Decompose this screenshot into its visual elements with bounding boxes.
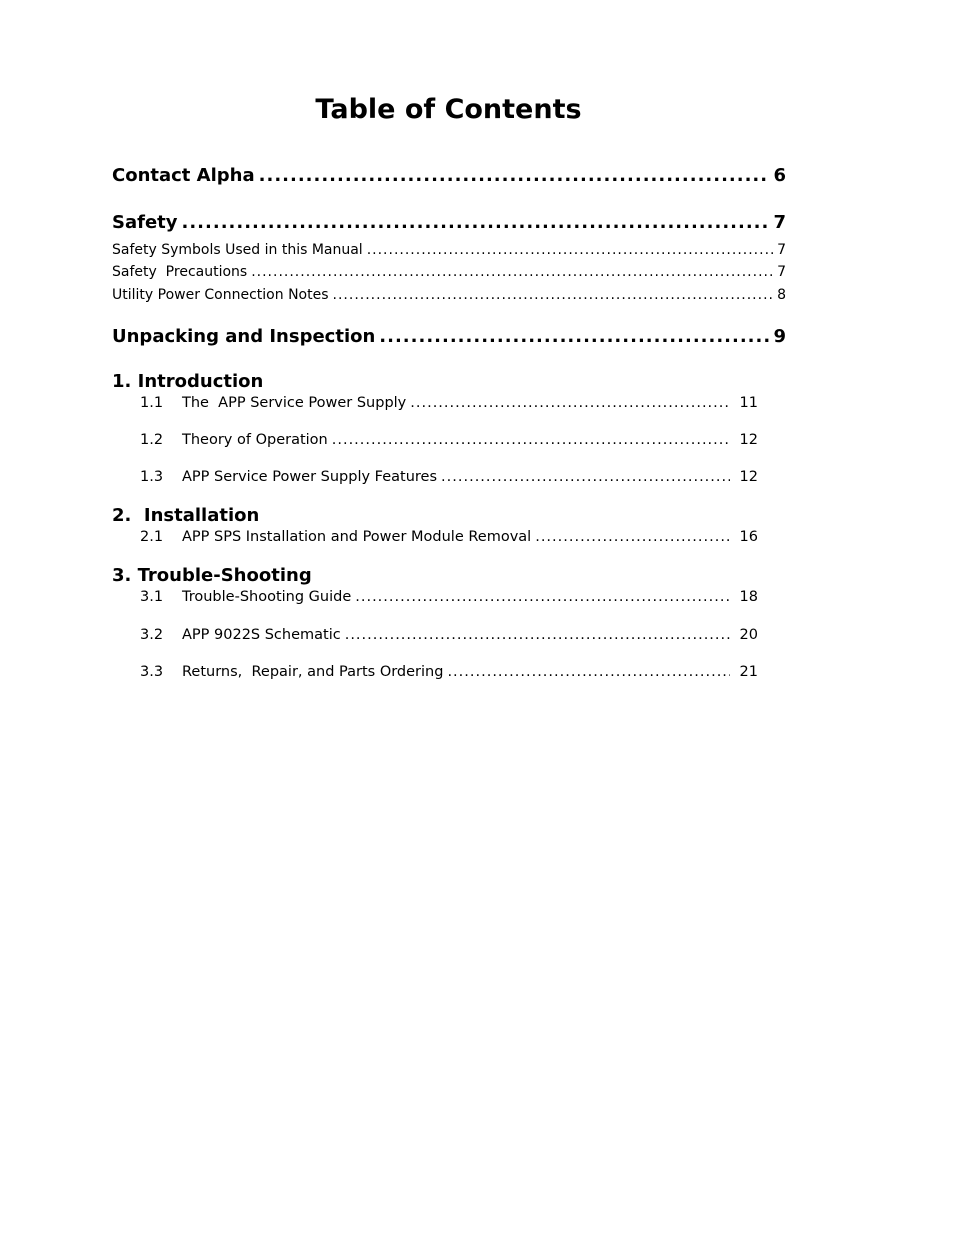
toc-entry-safety[interactable] (112, 211, 786, 235)
toc-entry-label: APP Service Power Supply Features (182, 469, 438, 485)
toc-section-number: 1.3 (140, 469, 164, 485)
toc-entry-label: Returns, Repair, and Parts Ordering (182, 664, 444, 680)
toc-subentry[interactable] (112, 262, 786, 282)
dot-leader (367, 240, 773, 260)
toc-subentry[interactable] (140, 393, 758, 413)
toc-subentry[interactable] (140, 527, 758, 547)
toc-page-number: 8 (777, 287, 786, 303)
toc-page-number: 18 (739, 589, 758, 605)
toc-entry-label: Contact Alpha (112, 165, 255, 186)
toc-entry-label: Theory of Operation (182, 432, 328, 448)
toc-entry-label: Unpacking and Inspection (112, 326, 376, 347)
toc-subentry[interactable] (140, 430, 758, 450)
toc-subentry[interactable] (140, 625, 758, 645)
dot-leader (441, 467, 730, 487)
toc-subentry[interactable] (112, 240, 786, 260)
toc-section-number: 3.2 (140, 627, 164, 643)
dot-leader (535, 527, 730, 547)
dot-leader (251, 262, 773, 282)
toc-section-number: 1.1 (140, 395, 164, 411)
section-heading-installation[interactable]: 2. Installation (112, 505, 260, 526)
toc-page-number: 20 (739, 627, 758, 643)
dot-leader (355, 587, 730, 607)
toc-subentry[interactable] (140, 587, 758, 607)
toc-entry-label: Utility Power Connection Notes (112, 287, 329, 303)
toc-entry-label: The APP Service Power Supply (182, 395, 407, 411)
toc-entry-label: Safety Symbols Used in this Manual (112, 242, 363, 258)
toc-page-number: 6 (773, 165, 786, 186)
toc-page-number: 12 (739, 469, 758, 485)
toc-subentry[interactable] (112, 285, 786, 305)
toc-section-number: 3.3 (140, 664, 164, 680)
dot-leader (447, 662, 730, 682)
dot-leader (345, 625, 730, 645)
toc-subentry[interactable] (140, 467, 758, 487)
toc-entry-label: APP SPS Installation and Power Module Removal (182, 529, 532, 545)
dot-leader (332, 430, 730, 450)
dot-leader (410, 393, 730, 413)
dot-leader (333, 285, 774, 305)
toc-subentry[interactable] (140, 662, 758, 682)
toc-page-number: 7 (773, 212, 786, 233)
toc-page-number: 21 (739, 664, 758, 680)
toc-entry-label: Trouble-Shooting Guide (182, 589, 352, 605)
dot-leader (182, 211, 770, 235)
toc-entry-label: Safety Precautions (112, 264, 248, 280)
toc-page-number: 7 (777, 264, 786, 280)
toc-entry-label: APP 9022S Schematic (182, 627, 341, 643)
toc-page-number: 16 (739, 529, 758, 545)
toc-section-number: 3.1 (140, 589, 164, 605)
dot-leader (259, 164, 770, 188)
toc-entry-contact-alpha[interactable] (112, 164, 786, 188)
page-title: Table of Contents (315, 94, 582, 125)
section-heading-trouble-shooting[interactable]: 3. Trouble-Shooting (112, 565, 312, 586)
toc-entry-unpacking[interactable] (112, 325, 786, 349)
toc-page-number: 12 (739, 432, 758, 448)
section-heading-introduction[interactable]: 1. Introduction (112, 371, 264, 392)
toc-page-number: 11 (739, 395, 758, 411)
toc-entry-label: Safety (112, 212, 178, 233)
toc-page-number: 9 (773, 326, 786, 347)
toc-page-number: 7 (777, 242, 786, 258)
toc-section-number: 1.2 (140, 432, 164, 448)
dot-leader (379, 325, 769, 349)
toc-section-number: 2.1 (140, 529, 164, 545)
